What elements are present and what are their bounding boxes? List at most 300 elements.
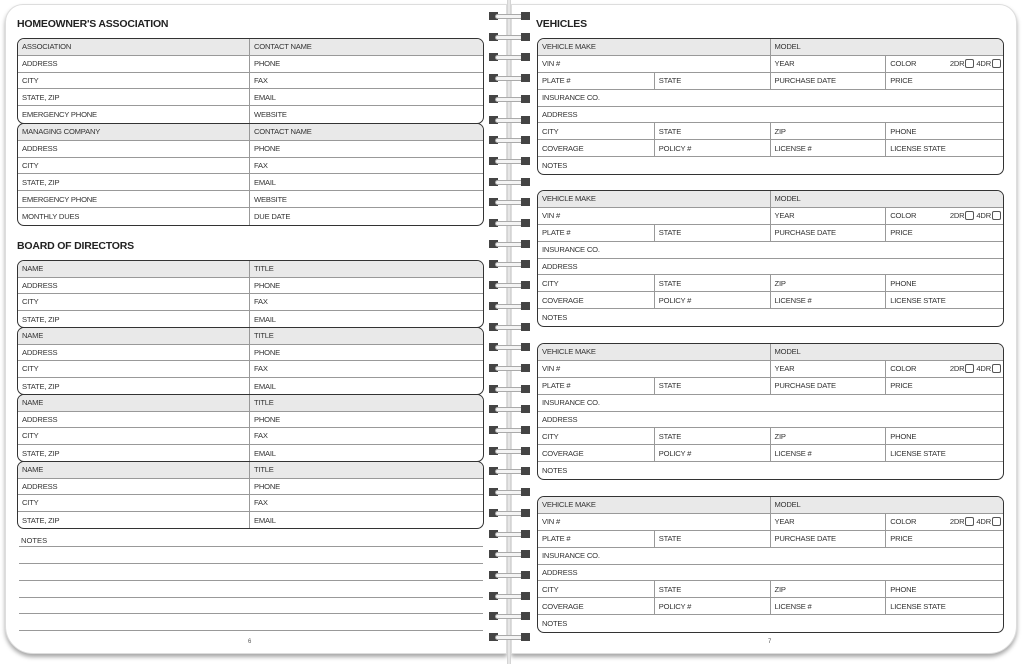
punch-hole bbox=[521, 405, 530, 413]
field-label[interactable] bbox=[538, 225, 655, 241]
spiral-ring bbox=[489, 488, 531, 496]
field-label-text: COLOR bbox=[890, 364, 917, 374]
form-row[interactable] bbox=[18, 361, 483, 378]
field-label[interactable] bbox=[538, 598, 655, 614]
field-label[interactable] bbox=[538, 191, 771, 207]
field-label[interactable] bbox=[771, 514, 887, 530]
field-label[interactable] bbox=[538, 157, 1003, 174]
form-row[interactable] bbox=[538, 73, 1003, 90]
form-row[interactable] bbox=[18, 428, 483, 445]
field-label[interactable] bbox=[538, 39, 771, 55]
door-option-label: 2DR bbox=[949, 517, 965, 527]
field-label-text: LICENSE # bbox=[774, 295, 812, 305]
field-label[interactable]: STATE, ZIP bbox=[18, 445, 250, 462]
form-row[interactable] bbox=[538, 157, 1003, 174]
field-label-text: NOTES bbox=[542, 313, 568, 323]
field-label[interactable]: STATE, ZIP bbox=[18, 174, 250, 190]
field-label-text: POLICY # bbox=[658, 143, 692, 153]
door-options bbox=[950, 364, 1003, 373]
field-label[interactable]: TITLE bbox=[254, 264, 274, 274]
field-label[interactable] bbox=[538, 242, 1003, 258]
form-row[interactable] bbox=[538, 259, 1003, 276]
field-label-text: VEHICLE MAKE bbox=[542, 194, 596, 204]
field-label[interactable]: PHONE bbox=[254, 481, 281, 491]
spiral-ring bbox=[489, 136, 531, 144]
door-option-label: 4DR bbox=[976, 517, 991, 527]
field-label-text: ZIP bbox=[774, 278, 786, 288]
form-row[interactable] bbox=[538, 497, 1003, 514]
form-row[interactable] bbox=[538, 428, 1003, 445]
field-label[interactable] bbox=[886, 531, 1003, 547]
form-table bbox=[17, 327, 484, 395]
field-label[interactable] bbox=[538, 140, 655, 156]
field-label[interactable]: DUE DATE bbox=[254, 211, 291, 221]
field-label[interactable]: ADDRESS bbox=[18, 412, 250, 428]
field-label[interactable] bbox=[538, 445, 655, 461]
form-row[interactable] bbox=[18, 191, 483, 208]
field-label[interactable] bbox=[771, 497, 1004, 513]
field-label[interactable] bbox=[886, 581, 1003, 597]
field-label[interactable] bbox=[771, 39, 1004, 55]
field-label-text: PURCHASE DATE bbox=[774, 534, 836, 544]
field-label[interactable] bbox=[771, 531, 887, 547]
field-label-text: STATE bbox=[658, 381, 682, 391]
field-label[interactable] bbox=[771, 598, 887, 614]
form-row[interactable] bbox=[18, 445, 483, 462]
form-row[interactable] bbox=[18, 512, 483, 529]
form-row[interactable] bbox=[538, 140, 1003, 157]
field-label-text: ZIP bbox=[774, 584, 786, 594]
checkbox-2dr[interactable] bbox=[965, 364, 974, 373]
form-row[interactable] bbox=[18, 208, 483, 225]
form-table bbox=[17, 394, 484, 462]
field-label-text: NOTES bbox=[542, 619, 568, 629]
field-label[interactable] bbox=[886, 275, 1003, 291]
field-label[interactable]: STATE, ZIP bbox=[18, 512, 250, 529]
field-label[interactable]: ASSOCIATION bbox=[18, 39, 250, 55]
form-row[interactable] bbox=[538, 598, 1003, 615]
field-label[interactable]: EMAIL bbox=[254, 448, 276, 458]
field-label[interactable] bbox=[886, 208, 1003, 224]
form-row[interactable] bbox=[538, 531, 1003, 548]
field-label-text: STATE bbox=[658, 278, 682, 288]
note-line[interactable] bbox=[19, 580, 483, 581]
form-row[interactable] bbox=[18, 345, 483, 362]
field-label[interactable] bbox=[538, 615, 1003, 632]
field-label-text: ADDRESS bbox=[542, 415, 578, 424]
field-label[interactable]: CONTACT NAME bbox=[254, 127, 312, 137]
field-label[interactable] bbox=[655, 140, 771, 156]
field-label[interactable]: STATE, ZIP bbox=[18, 89, 250, 105]
field-label[interactable]: NAME bbox=[18, 328, 250, 344]
field-label[interactable] bbox=[886, 225, 1003, 241]
field-label-text: NOTES bbox=[542, 161, 568, 171]
field-label-text: STATE bbox=[658, 228, 682, 238]
spiral-ring bbox=[489, 426, 531, 434]
field-label[interactable] bbox=[538, 56, 771, 72]
field-label-text: STATE bbox=[658, 584, 682, 594]
field-label-text: VIN # bbox=[542, 59, 560, 69]
field-label-text: PLATE # bbox=[542, 534, 571, 544]
field-label[interactable]: ADDRESS bbox=[18, 141, 250, 157]
field-label[interactable] bbox=[538, 344, 771, 360]
note-line[interactable] bbox=[19, 630, 483, 631]
form-row[interactable] bbox=[18, 412, 483, 429]
form-row[interactable] bbox=[538, 191, 1003, 208]
vehicle-form bbox=[537, 190, 1004, 327]
field-label[interactable]: MANAGING COMPANY bbox=[18, 124, 250, 140]
field-label[interactable] bbox=[771, 581, 887, 597]
punch-hole bbox=[521, 281, 530, 289]
field-label[interactable] bbox=[655, 378, 771, 394]
field-label-text: PRICE bbox=[890, 228, 913, 238]
field-label[interactable]: TITLE bbox=[254, 465, 274, 475]
form-row[interactable] bbox=[18, 311, 483, 328]
field-label[interactable]: PHONE bbox=[254, 144, 281, 154]
field-label[interactable]: MONTHLY DUES bbox=[18, 208, 250, 225]
field-label[interactable]: ADDRESS bbox=[18, 345, 250, 361]
punch-hole bbox=[521, 74, 530, 82]
field-label[interactable]: WEBSITE bbox=[254, 110, 287, 120]
field-label[interactable] bbox=[538, 73, 655, 89]
form-row[interactable] bbox=[538, 565, 1003, 582]
door-option-label: 4DR bbox=[976, 59, 991, 69]
field-label[interactable] bbox=[655, 445, 771, 461]
form-row[interactable] bbox=[18, 73, 483, 90]
field-label[interactable] bbox=[538, 292, 655, 308]
spiral-ring bbox=[489, 302, 531, 310]
form-row[interactable] bbox=[538, 208, 1003, 225]
field-label-text: VEHICLE MAKE bbox=[542, 347, 596, 357]
door-option-label: 2DR bbox=[949, 211, 965, 221]
field-label[interactable] bbox=[655, 123, 771, 139]
field-label[interactable] bbox=[538, 581, 655, 597]
field-label[interactable] bbox=[771, 378, 887, 394]
field-label[interactable] bbox=[655, 428, 771, 444]
field-label[interactable]: EMAIL bbox=[254, 515, 276, 525]
field-label-text: PURCHASE DATE bbox=[774, 381, 836, 391]
field-label[interactable] bbox=[771, 445, 887, 461]
field-label[interactable]: FAX bbox=[254, 75, 268, 85]
form-row[interactable] bbox=[18, 39, 483, 56]
note-line[interactable] bbox=[19, 613, 483, 614]
field-label[interactable]: PHONE bbox=[254, 59, 281, 69]
punch-hole bbox=[521, 323, 530, 331]
field-label[interactable]: EMAIL bbox=[254, 177, 276, 187]
form-row[interactable] bbox=[18, 56, 483, 73]
form-row[interactable] bbox=[538, 90, 1003, 107]
field-label[interactable]: STATE, ZIP bbox=[18, 378, 250, 395]
field-label[interactable]: PHONE bbox=[254, 347, 281, 357]
field-label-text: COVERAGE bbox=[542, 601, 584, 611]
field-label[interactable] bbox=[538, 378, 655, 394]
field-label[interactable] bbox=[538, 395, 1003, 411]
checkbox-4dr[interactable] bbox=[992, 59, 1001, 68]
field-label-text: MODEL bbox=[774, 347, 801, 357]
punch-hole bbox=[521, 364, 530, 372]
field-label[interactable]: ADDRESS bbox=[18, 56, 250, 72]
field-label[interactable] bbox=[771, 73, 887, 89]
field-label[interactable]: CITY bbox=[18, 495, 250, 511]
field-label[interactable] bbox=[886, 56, 1003, 72]
field-label[interactable] bbox=[538, 259, 1003, 275]
field-label[interactable]: STATE, ZIP bbox=[18, 311, 250, 328]
field-label[interactable] bbox=[886, 361, 1003, 377]
form-row[interactable] bbox=[538, 378, 1003, 395]
field-label[interactable]: ADDRESS bbox=[18, 479, 250, 495]
form-row[interactable] bbox=[538, 581, 1003, 598]
field-label[interactable]: FAX bbox=[254, 297, 268, 307]
field-label[interactable] bbox=[655, 581, 771, 597]
field-label[interactable]: CITY bbox=[18, 73, 250, 89]
field-label[interactable] bbox=[538, 462, 1003, 479]
spiral-ring bbox=[489, 633, 531, 641]
form-row[interactable] bbox=[18, 378, 483, 395]
form-table bbox=[17, 38, 484, 124]
form-row[interactable] bbox=[538, 56, 1003, 73]
form-row[interactable] bbox=[18, 174, 483, 191]
field-label[interactable]: EMERGENCY PHONE bbox=[18, 106, 250, 123]
spiral-ring bbox=[489, 592, 531, 600]
field-label[interactable] bbox=[655, 598, 771, 614]
field-label[interactable] bbox=[538, 428, 655, 444]
field-label[interactable] bbox=[538, 208, 771, 224]
form-row[interactable] bbox=[18, 278, 483, 295]
form-row[interactable] bbox=[538, 395, 1003, 412]
field-label[interactable] bbox=[771, 344, 1004, 360]
field-label-text: INSURANCE CO. bbox=[542, 93, 600, 103]
field-label[interactable]: PHONE bbox=[254, 280, 281, 290]
spiral-ring bbox=[489, 281, 531, 289]
field-label[interactable]: EMAIL bbox=[254, 381, 276, 391]
form-row[interactable] bbox=[538, 275, 1003, 292]
form-row[interactable] bbox=[538, 445, 1003, 462]
field-label[interactable]: ADDRESS bbox=[18, 278, 250, 294]
form-row[interactable] bbox=[18, 124, 483, 141]
field-label[interactable]: FAX bbox=[254, 498, 268, 508]
punch-hole bbox=[521, 530, 530, 538]
field-label-text: COLOR bbox=[890, 517, 917, 527]
field-label[interactable] bbox=[771, 275, 887, 291]
field-label[interactable]: FAX bbox=[254, 160, 268, 170]
field-label[interactable] bbox=[538, 90, 1003, 106]
field-label[interactable]: NAME bbox=[18, 395, 250, 411]
form-row[interactable] bbox=[18, 328, 483, 345]
field-label[interactable] bbox=[886, 140, 1003, 156]
field-label-text: COVERAGE bbox=[542, 295, 584, 305]
punch-hole bbox=[521, 426, 530, 434]
field-label[interactable]: TITLE bbox=[254, 398, 274, 408]
form-row[interactable] bbox=[18, 294, 483, 311]
form-row[interactable] bbox=[538, 123, 1003, 140]
note-line[interactable] bbox=[19, 546, 483, 547]
punch-hole bbox=[521, 53, 530, 61]
field-label[interactable] bbox=[655, 73, 771, 89]
field-label[interactable]: FAX bbox=[254, 431, 268, 441]
spiral-ring bbox=[489, 405, 531, 413]
field-label[interactable]: WEBSITE bbox=[254, 194, 287, 204]
field-label[interactable]: CITY bbox=[18, 158, 250, 174]
spiral-ring bbox=[489, 198, 531, 206]
door-option-label: 4DR bbox=[976, 211, 991, 221]
field-label[interactable] bbox=[886, 73, 1003, 89]
field-label[interactable] bbox=[886, 292, 1003, 308]
form-row[interactable] bbox=[18, 395, 483, 412]
spiral-ring bbox=[489, 240, 531, 248]
form-row[interactable] bbox=[538, 309, 1003, 326]
form-row[interactable] bbox=[538, 412, 1003, 429]
form-row[interactable] bbox=[18, 261, 483, 278]
spiral-ring bbox=[489, 260, 531, 268]
form-row[interactable] bbox=[18, 495, 483, 512]
form-table bbox=[17, 260, 484, 328]
punch-hole bbox=[521, 592, 530, 600]
note-line[interactable] bbox=[19, 597, 483, 598]
field-label-text: PHONE bbox=[890, 126, 917, 136]
spiral-ring bbox=[489, 385, 531, 393]
field-label[interactable]: PHONE bbox=[254, 414, 281, 424]
field-label[interactable] bbox=[538, 275, 655, 291]
field-label[interactable] bbox=[538, 123, 655, 139]
form-row[interactable] bbox=[18, 158, 483, 175]
field-label[interactable] bbox=[886, 123, 1003, 139]
form-row[interactable] bbox=[538, 361, 1003, 378]
field-label[interactable]: TITLE bbox=[254, 331, 274, 341]
field-label[interactable] bbox=[886, 514, 1003, 530]
field-label[interactable]: FAX bbox=[254, 364, 268, 374]
field-label[interactable]: EMERGENCY PHONE bbox=[18, 191, 250, 207]
field-label-text: MODEL bbox=[774, 500, 801, 510]
field-label[interactable] bbox=[655, 531, 771, 547]
spiral-ring bbox=[489, 74, 531, 82]
punch-hole bbox=[521, 33, 530, 41]
form-row[interactable] bbox=[18, 89, 483, 106]
form-row[interactable] bbox=[538, 615, 1003, 632]
field-label[interactable] bbox=[886, 598, 1003, 614]
field-label[interactable]: CITY bbox=[18, 294, 250, 310]
form-row[interactable] bbox=[538, 107, 1003, 124]
form-row[interactable] bbox=[538, 548, 1003, 565]
punch-hole bbox=[521, 240, 530, 248]
field-label-text: PRICE bbox=[890, 76, 913, 86]
field-label[interactable] bbox=[771, 191, 1004, 207]
field-label[interactable] bbox=[538, 361, 771, 377]
form-row[interactable] bbox=[538, 39, 1003, 56]
form-row[interactable] bbox=[18, 141, 483, 158]
checkbox-4dr[interactable] bbox=[992, 517, 1001, 526]
field-label-text: STATE bbox=[658, 431, 682, 441]
field-label[interactable] bbox=[886, 378, 1003, 394]
field-label[interactable] bbox=[771, 292, 887, 308]
field-label-text: ADDRESS bbox=[542, 262, 578, 271]
punch-hole bbox=[521, 550, 530, 558]
punch-hole bbox=[521, 178, 530, 186]
field-label[interactable] bbox=[538, 107, 1003, 123]
field-label[interactable] bbox=[886, 428, 1003, 444]
field-label[interactable] bbox=[771, 56, 887, 72]
field-label[interactable]: NAME bbox=[18, 261, 250, 277]
field-label-text: LICENSE # bbox=[774, 448, 812, 458]
field-label[interactable] bbox=[538, 514, 771, 530]
board-title: BOARD OF DIRECTORS bbox=[17, 240, 134, 252]
form-row[interactable] bbox=[538, 225, 1003, 242]
spiral-ring bbox=[489, 323, 531, 331]
field-label[interactable] bbox=[538, 548, 1003, 564]
spiral-ring bbox=[489, 447, 531, 455]
field-label[interactable] bbox=[771, 123, 887, 139]
field-label[interactable] bbox=[538, 412, 1003, 428]
checkbox-4dr[interactable] bbox=[992, 211, 1001, 220]
field-label[interactable] bbox=[538, 309, 1003, 326]
form-row[interactable] bbox=[538, 462, 1003, 479]
field-label[interactable] bbox=[771, 208, 887, 224]
field-label[interactable] bbox=[655, 225, 771, 241]
punch-hole bbox=[521, 95, 530, 103]
checkbox-2dr[interactable] bbox=[965, 211, 974, 220]
field-label[interactable]: CITY bbox=[18, 428, 250, 444]
field-label[interactable] bbox=[655, 275, 771, 291]
field-label[interactable] bbox=[771, 140, 887, 156]
punch-hole bbox=[521, 633, 530, 641]
field-label-text: VEHICLE MAKE bbox=[542, 500, 596, 510]
field-label[interactable]: NAME bbox=[18, 462, 250, 478]
field-label-text: LICENSE STATE bbox=[890, 448, 946, 458]
field-label[interactable] bbox=[655, 292, 771, 308]
field-label[interactable] bbox=[771, 225, 887, 241]
punch-hole bbox=[521, 198, 530, 206]
checkbox-2dr[interactable] bbox=[965, 517, 974, 526]
field-label[interactable] bbox=[886, 445, 1003, 461]
field-label[interactable]: EMAIL bbox=[254, 314, 276, 324]
punch-hole bbox=[521, 157, 530, 165]
punch-hole bbox=[521, 467, 530, 475]
spiral-ring bbox=[489, 116, 531, 124]
field-label[interactable] bbox=[538, 531, 655, 547]
field-label-text: VEHICLE MAKE bbox=[542, 42, 596, 52]
field-label[interactable] bbox=[538, 497, 771, 513]
field-label-text: CITY bbox=[542, 584, 559, 594]
spiral-ring bbox=[489, 219, 531, 227]
field-label-text: PURCHASE DATE bbox=[774, 228, 836, 238]
field-label-text: STATE bbox=[658, 534, 682, 544]
spiral-ring bbox=[489, 178, 531, 186]
field-label[interactable]: EMAIL bbox=[254, 92, 276, 102]
field-label[interactable] bbox=[771, 428, 887, 444]
note-line[interactable] bbox=[19, 563, 483, 564]
checkbox-2dr[interactable] bbox=[965, 59, 974, 68]
punch-hole bbox=[521, 12, 530, 20]
punch-hole bbox=[521, 136, 530, 144]
form-row[interactable] bbox=[538, 292, 1003, 309]
form-row[interactable] bbox=[18, 106, 483, 123]
form-row[interactable] bbox=[18, 462, 483, 479]
checkbox-4dr[interactable] bbox=[992, 364, 1001, 373]
field-label[interactable]: CONTACT NAME bbox=[254, 42, 312, 52]
spiral-ring bbox=[489, 550, 531, 558]
spiral-ring bbox=[489, 364, 531, 372]
form-row[interactable] bbox=[538, 242, 1003, 259]
field-label[interactable] bbox=[538, 565, 1003, 581]
field-label-text: CITY bbox=[542, 278, 559, 288]
form-row[interactable] bbox=[538, 344, 1003, 361]
field-label-text: LICENSE # bbox=[774, 601, 812, 611]
spiral-ring bbox=[489, 343, 531, 351]
form-row[interactable] bbox=[538, 514, 1003, 531]
field-label[interactable]: CITY bbox=[18, 361, 250, 377]
form-row[interactable] bbox=[18, 479, 483, 496]
field-label[interactable] bbox=[771, 361, 887, 377]
field-label-text: POLICY # bbox=[658, 601, 692, 611]
